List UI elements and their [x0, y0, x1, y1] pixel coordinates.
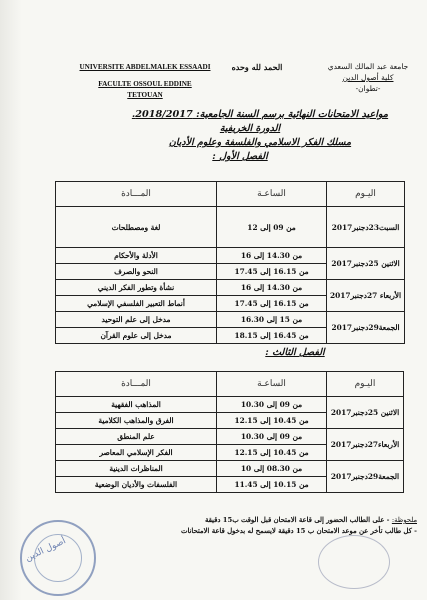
- round-stamp: [318, 535, 390, 589]
- stamp-text: أصول الدين: [23, 536, 68, 564]
- subject-cell: مدخل إلى علوم القرآن: [56, 328, 217, 344]
- header-subject: المـــادة: [56, 182, 217, 207]
- table-row: [56, 312, 405, 328]
- header-subject: المـــادة: [56, 372, 217, 397]
- header-time: الساعـة: [217, 182, 327, 207]
- university-name-fr: UNIVERSITE ABDELMALEK ESSAADI: [79, 63, 211, 71]
- day-cell: الاثنين 25دجنبر2017: [327, 397, 404, 429]
- table-row: [56, 461, 404, 477]
- header-day: اليـوم: [327, 182, 405, 207]
- time-cell: من 16.45 إلى 18.15: [217, 328, 327, 344]
- subject-cell: المناظرات الدينية: [56, 461, 217, 477]
- table-row: [56, 280, 405, 296]
- time-cell: من 15 إلى 16.30: [217, 312, 327, 328]
- day-cell: الجمعة29دجنبر2017: [327, 461, 404, 493]
- header-latin-block: [70, 62, 220, 101]
- note-line: - على الطالب الحضور إلى قاعة الامتحان قبل الوقت ب15 دقيقة: [204, 516, 390, 524]
- faculty-name-fr: FACULTE OSSOUL EDDINE: [98, 80, 192, 88]
- semester3-table: [55, 371, 404, 493]
- time-cell: من 10.45 إلى 12.15: [217, 445, 327, 461]
- subject-cell: نشأة وتطور الفكر الديني: [56, 280, 217, 296]
- session-title: الدورة الخريفية: [219, 123, 281, 134]
- track-title: مسلك الفكر الاسلامي والفلسفة وعلوم الأديان: [168, 137, 352, 148]
- city-name-fr: TETOUAN: [127, 91, 163, 99]
- notes-block: [125, 515, 417, 537]
- subject-cell: المذاهب الفقهية: [56, 397, 217, 413]
- header-time: الساعـة: [217, 372, 327, 397]
- time-cell: من 10.45 إلى 12.15: [217, 413, 327, 429]
- day-cell: السبت23دجنبر2017: [327, 207, 405, 248]
- time-cell: من 10.15 إلى 11.45: [217, 477, 327, 493]
- document-titles: [110, 108, 410, 164]
- subject-cell: الفلسفات والأديان الوضعية: [56, 477, 217, 493]
- university-name-ar: جامعة عبد المالك السعدي: [327, 62, 409, 71]
- time-cell: من 14.30 إلى 16: [217, 248, 327, 264]
- table-header-row: [56, 182, 405, 207]
- subject-cell: الفرق والمذاهب الكلامية: [56, 413, 217, 429]
- day-cell: الأربعاء27دجنبر2017: [327, 429, 404, 461]
- time-cell: من 16.15 إلى 17.45: [217, 264, 327, 280]
- table-row: [56, 429, 404, 445]
- table-row: [56, 397, 404, 413]
- header-day: اليـوم: [327, 372, 404, 397]
- semester1-title: الفصل الأول :: [212, 151, 268, 162]
- notes-label: ملحوظة:: [391, 516, 417, 524]
- header-invocation: الحمد لله وحده: [231, 62, 283, 72]
- table-row: [56, 248, 405, 264]
- table-row: [56, 207, 405, 248]
- note-line: - كل طالب تأخر عن موعد الامتحان ب 15 دقيقة لايسمح له بدخول قاعة الامتحانات: [181, 527, 417, 535]
- city-name-ar: -تطوان-: [355, 84, 381, 93]
- subject-cell: مدخل إلى علم التوحيد: [56, 312, 217, 328]
- subject-cell: لغة ومصطلحات: [56, 207, 217, 248]
- subject-cell: علم المنطق: [56, 429, 217, 445]
- time-cell: من 09 إلى 10.30: [217, 429, 327, 445]
- time-cell: من 14.30 إلى 16: [217, 280, 327, 296]
- day-cell: الجمعة29دجنبر2017: [327, 312, 405, 344]
- subject-cell: الأدلة والأحكام: [56, 248, 217, 264]
- header-arabic-block: [318, 61, 418, 94]
- faculty-name-ar: كلية أصول الدين: [342, 73, 394, 82]
- main-title: مواعيد الامتحانات النهائية برسم السنة الجامعية: 2018/2017.: [131, 109, 389, 120]
- semester3-title: الفصل الثالث :: [265, 347, 325, 358]
- subject-cell: أنماط التعبير الفلسفي الإسلامي: [56, 296, 217, 312]
- subject-cell: الفكر الإسلامي المعاصر: [56, 445, 217, 461]
- time-cell: من 08.30 إلى 10: [217, 461, 327, 477]
- day-cell: الاثنين 25دجنبر2017: [327, 248, 405, 280]
- time-cell: من 16.15 إلى 17.45: [217, 296, 327, 312]
- time-cell: من 09 إلى 12: [217, 207, 327, 248]
- semester1-table: [55, 181, 405, 344]
- time-cell: من 09 إلى 10.30: [217, 397, 327, 413]
- scan-shadow: [0, 0, 22, 600]
- table-header-row: [56, 372, 404, 397]
- subject-cell: النحو والصرف: [56, 264, 217, 280]
- day-cell: الأربعاء 27دجنبر2017: [327, 280, 405, 312]
